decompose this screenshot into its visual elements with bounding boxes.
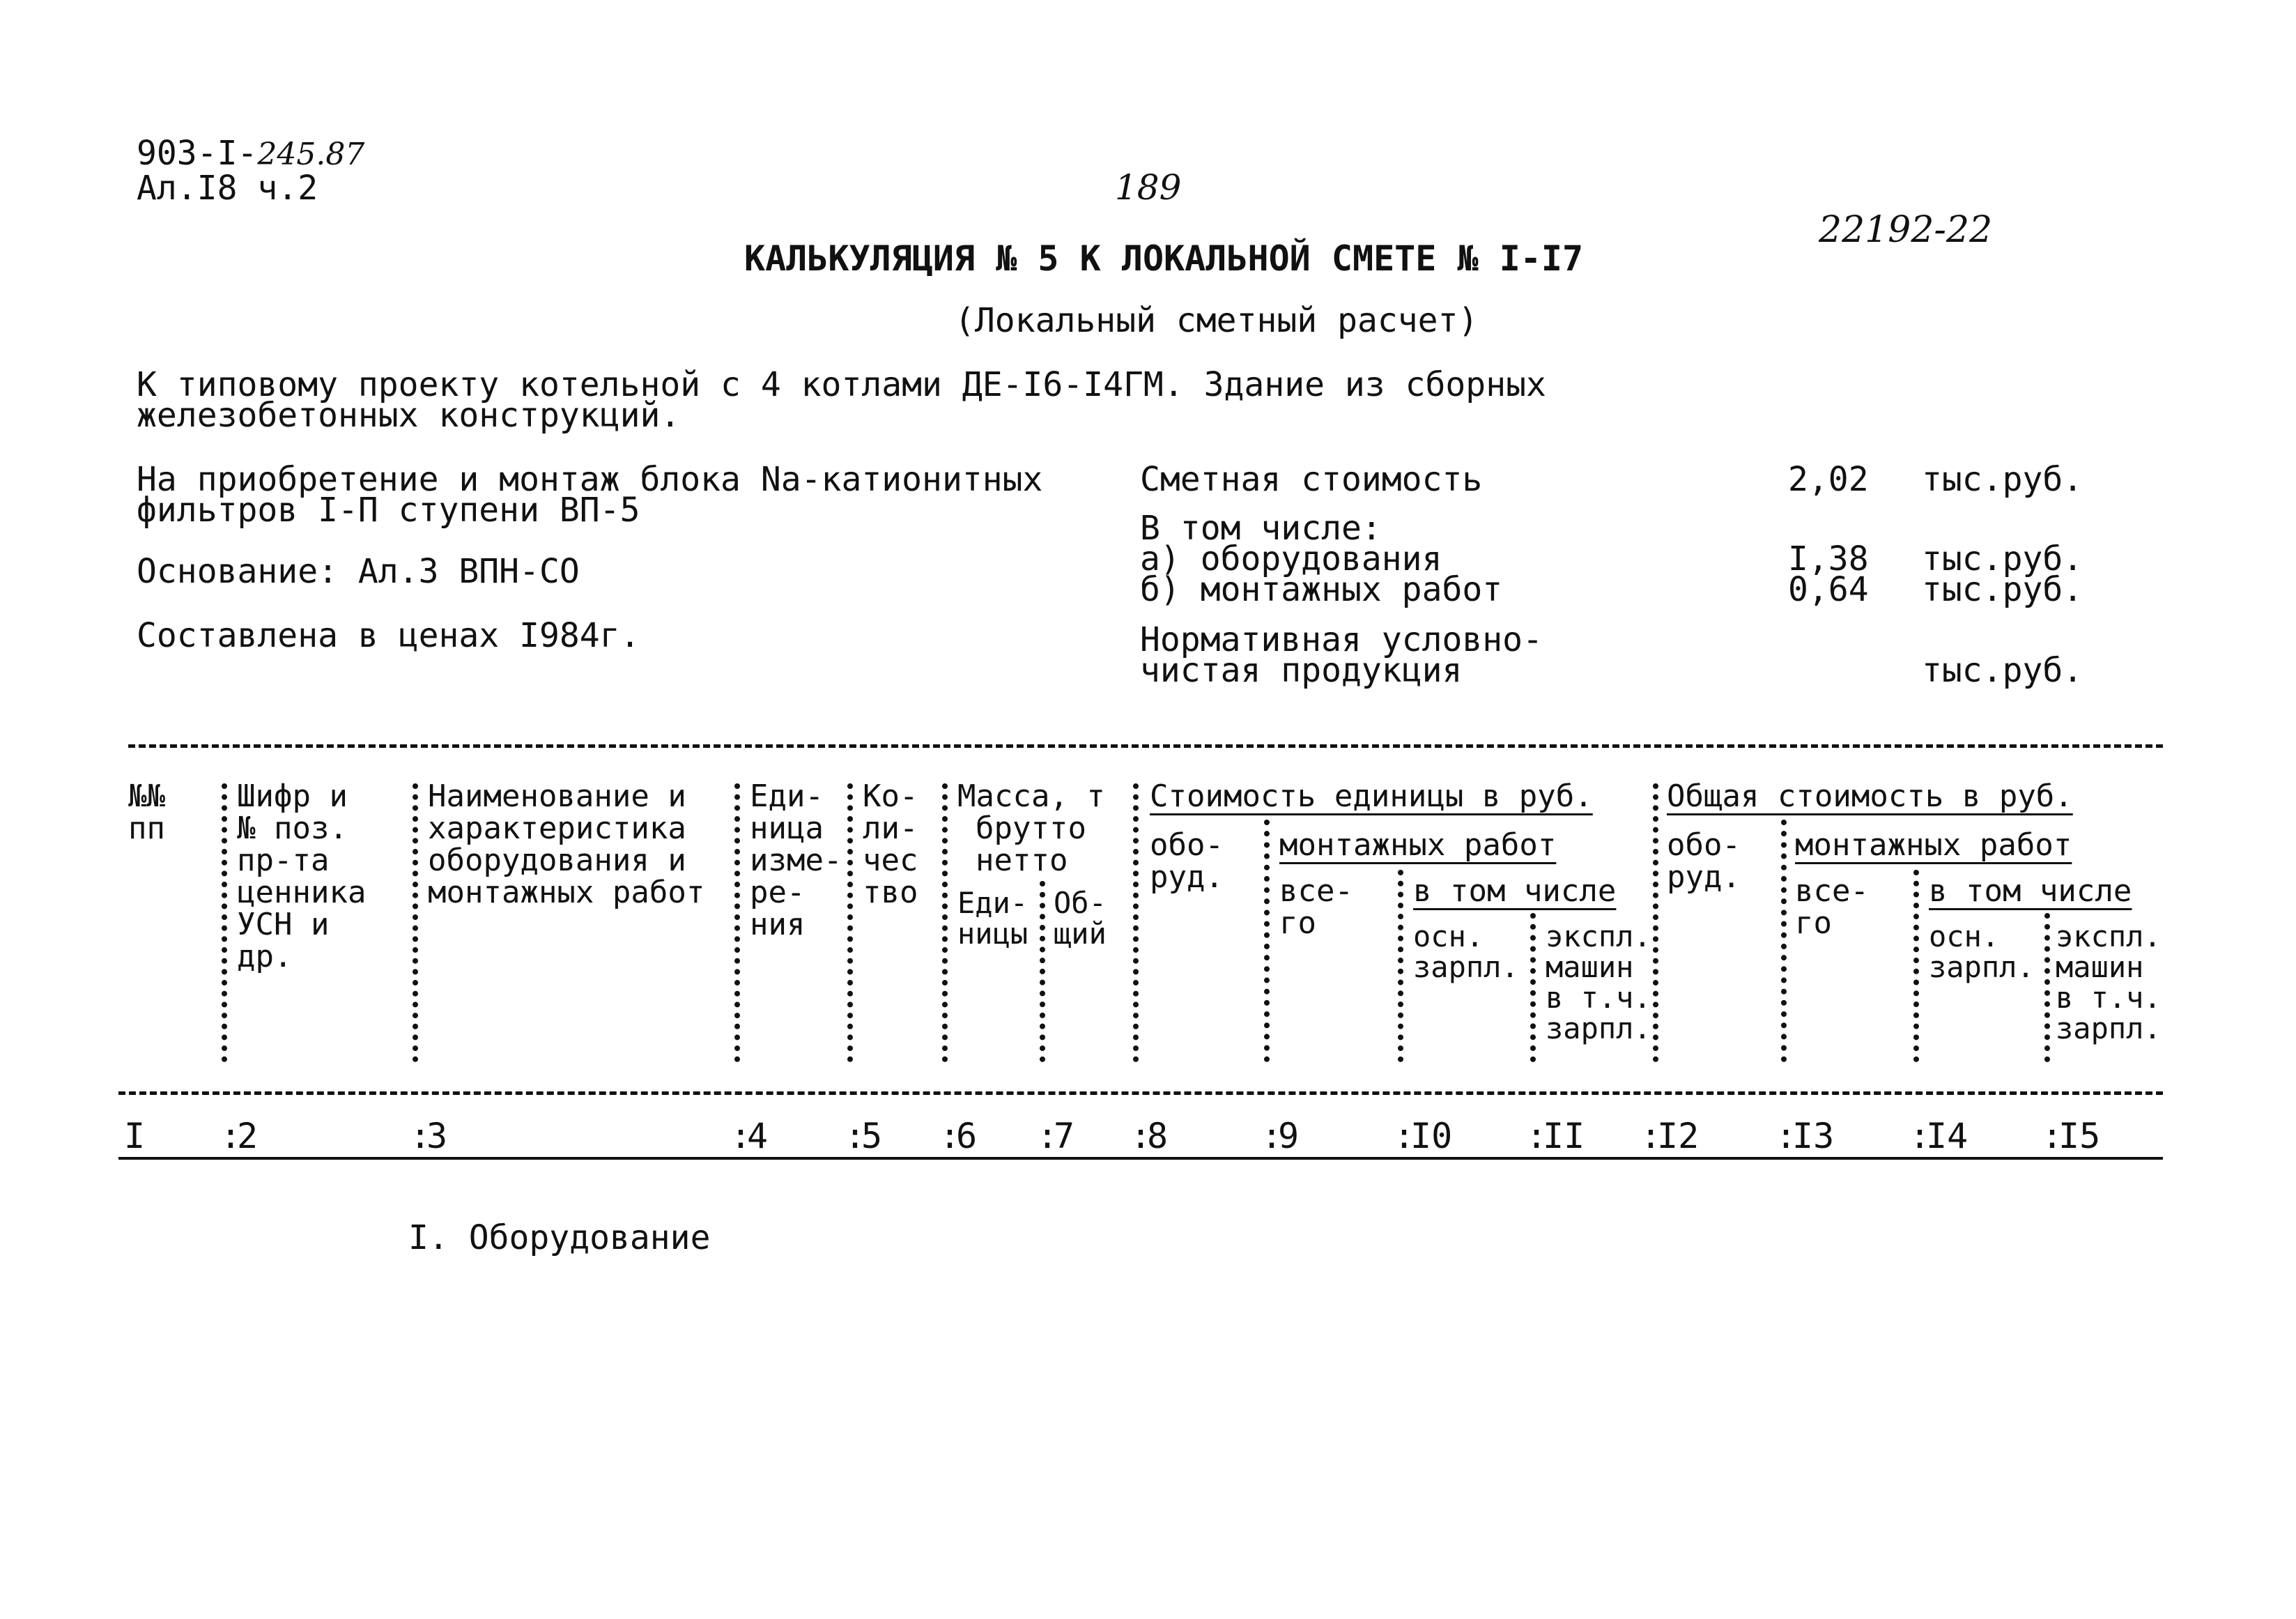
header-total-total: все- го — [1795, 873, 1869, 941]
col-number: I5 — [2058, 1116, 2101, 1156]
normative-unit: тыс.руб. — [1922, 651, 2083, 690]
header-col-unit: Еди- ница изме- ре- ния — [750, 778, 842, 942]
col-separator — [1264, 820, 1270, 1062]
header-unit-wages: осн. зарпл. — [1413, 919, 1519, 984]
doc-code-printed: 903-I- — [137, 134, 258, 173]
header-col-mass-total: Об- щий — [1054, 886, 1107, 951]
header-col-code: Шифр и № поз. пр-та ценника УСН и др. — [237, 778, 367, 974]
header-col-mass-unit: Еди- ницы — [957, 886, 1028, 951]
normative-label-2: чистая продукция — [1140, 651, 1463, 690]
col-separator — [1040, 881, 1045, 1062]
doc-sheet: Ал.I8 ч.2 — [137, 169, 318, 208]
header-unit-equip: обо- руд. — [1150, 827, 1224, 895]
col-number-sep: : — [1640, 1116, 1662, 1156]
numbers-underline — [118, 1157, 2163, 1160]
header-col-name: Наименование и характеристика оборудования и монтажных работ — [428, 778, 705, 910]
col-number: 6 — [956, 1116, 978, 1156]
col-number-sep: : — [939, 1116, 961, 1156]
doc-code-handwritten: 245.87 — [257, 137, 365, 172]
header-total-machines: экспл. машин в т.ч. зарпл. — [2056, 919, 2162, 1045]
col-separator — [1530, 913, 1536, 1062]
col-number-sep: : — [1037, 1116, 1058, 1156]
equipment-cost-value: I,38 — [1788, 539, 1869, 578]
price-basis: Составлена в ценах I984г. — [137, 616, 640, 655]
header-col-mass-sub: брутто нетто — [976, 811, 1086, 878]
col-separator — [847, 783, 853, 1062]
col-number: I2 — [1657, 1116, 1700, 1156]
header-total-wages: осн. зарпл. — [1929, 919, 2035, 984]
col-separator — [1133, 783, 1139, 1062]
col-number-sep: : — [1394, 1116, 1415, 1156]
equipment-cost-label: а) оборудования — [1140, 539, 1442, 578]
col-number: 8 — [1147, 1116, 1169, 1156]
col-number: 9 — [1278, 1116, 1300, 1156]
page-subtitle: (Локальный сметный расчет) — [955, 301, 1479, 340]
estimated-cost-unit: тыс.руб. — [1922, 460, 2083, 499]
purpose-line-1: На приобретение и монтаж блока Na-катионитных — [137, 460, 1043, 499]
header-total-including: в том числе — [1929, 873, 2132, 909]
header-total-cost: Общая стоимость в руб. — [1667, 778, 2073, 814]
header-col-num: №№ пп — [128, 778, 165, 846]
section-title: I. Оборудование — [408, 1218, 711, 1257]
col-separator — [942, 783, 948, 1062]
including-label: В том числе: — [1140, 509, 1382, 548]
col-number: II — [1543, 1116, 1585, 1156]
handwritten-ref: 22192-22 — [1819, 209, 1993, 251]
col-number-sep: : — [1526, 1116, 1548, 1156]
col-separator — [734, 783, 740, 1062]
col-number: 3 — [426, 1116, 448, 1156]
estimated-cost-label: Сметная стоимость — [1140, 460, 1483, 499]
col-number-sep: : — [410, 1116, 431, 1156]
col-number: I3 — [1792, 1116, 1835, 1156]
purpose-line-2: фильтров I-П ступени ВП-5 — [137, 491, 640, 530]
col-separator — [1653, 783, 1658, 1062]
page-title: КАЛЬКУЛЯЦИЯ № 5 К ЛОКАЛЬНОЙ СМЕТЕ № I-I7 — [744, 238, 1584, 279]
col-number-sep: : — [1261, 1116, 1283, 1156]
normative-label-1: Нормативная условно- — [1140, 620, 1543, 659]
header-col-mass: Масса, т — [957, 778, 1105, 814]
col-number: 5 — [861, 1116, 883, 1156]
col-separator — [1398, 870, 1403, 1062]
page-number: 189 — [1115, 167, 1182, 208]
project-line-2: железобетонных конструкций. — [137, 396, 681, 435]
doc-code — [137, 134, 365, 173]
col-number-sep: : — [1130, 1116, 1152, 1156]
project-line-1: К типовому проекту котельной с 4 котлами ДЕ-I6-I4ГМ. Здание из сборных — [137, 365, 1546, 404]
col-separator — [2044, 913, 2050, 1062]
col-number-sep: : — [2042, 1116, 2063, 1156]
install-cost-unit: тыс.руб. — [1922, 570, 2083, 609]
install-cost-value: 0,64 — [1788, 570, 1869, 609]
header-col-qty: Ко- ли- чес тво — [863, 778, 918, 910]
col-number-sep: : — [1775, 1116, 1797, 1156]
header-total-equip: обо- руд. — [1667, 827, 1741, 895]
header-unit-install: монтажных работ — [1279, 827, 1557, 863]
header-top-rule — [128, 744, 2163, 748]
col-separator — [222, 783, 227, 1062]
col-separator — [1913, 870, 1919, 1062]
col-number: I — [124, 1116, 146, 1156]
col-number-sep: : — [845, 1116, 866, 1156]
col-separator — [413, 783, 418, 1062]
header-bottom-rule — [118, 1091, 2163, 1095]
col-number-sep: : — [220, 1116, 242, 1156]
col-number: 4 — [747, 1116, 769, 1156]
header-unit-total: все- го — [1279, 873, 1353, 941]
install-cost-label: б) монтажных работ — [1140, 570, 1503, 609]
header-unit-including: в том числе — [1413, 873, 1617, 909]
header-unit-cost: Стоимость единицы в руб. — [1150, 778, 1593, 814]
col-number-sep: : — [1909, 1116, 1931, 1156]
col-number-sep: : — [730, 1116, 752, 1156]
estimated-cost-value: 2,02 — [1788, 460, 1869, 499]
basis: Основание: Ал.3 ВПН-СО — [137, 552, 580, 591]
col-separator — [1781, 820, 1787, 1062]
col-number: I4 — [1926, 1116, 1968, 1156]
col-number: 2 — [237, 1116, 259, 1156]
header-total-install: монтажных работ — [1795, 827, 2072, 863]
col-number: I0 — [1410, 1116, 1453, 1156]
equipment-cost-unit: тыс.руб. — [1922, 539, 2083, 578]
col-number: 7 — [1054, 1116, 1075, 1156]
header-unit-machines: экспл. машин в т.ч. зарпл. — [1546, 919, 1651, 1045]
